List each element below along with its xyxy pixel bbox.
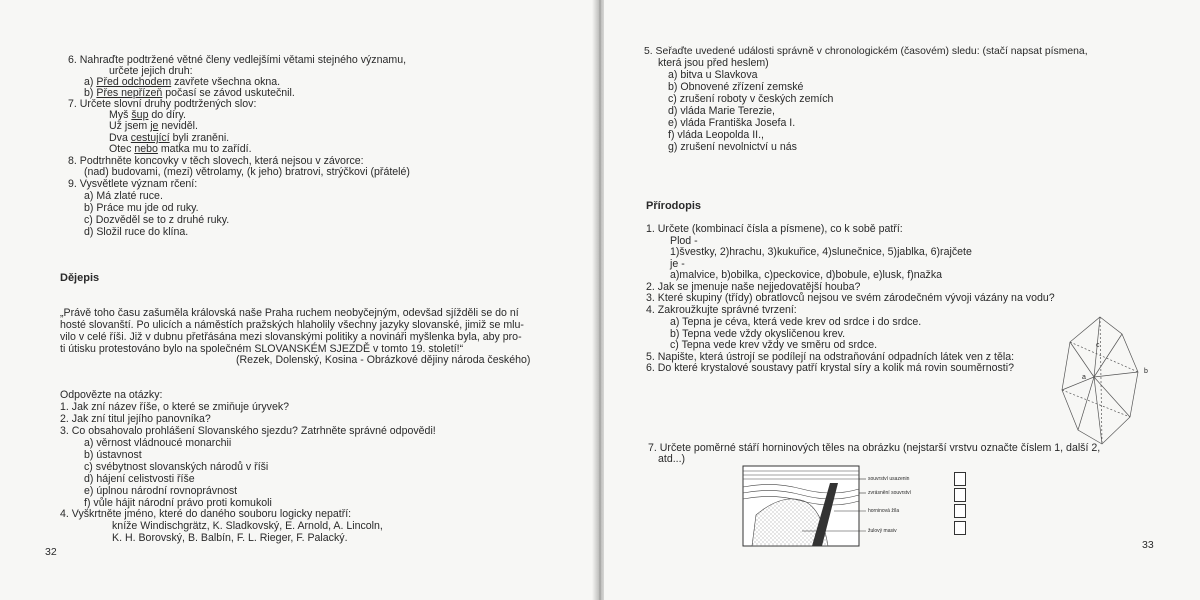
pr-plod: Plod - [670, 235, 698, 247]
pr-q4-a: a) Tepna je céva, která vede krev od srdce i do srdce. [670, 316, 922, 328]
crystal-label-b: b [1144, 368, 1148, 375]
pr-q3: 3. Které skupiny (třídy) obratlovců nejsou ve svém zárodečném vývoji vázány na vodu? [646, 292, 1055, 304]
q9-title: 9. Vysvětlete význam rčení: [68, 178, 198, 190]
q7-line2: Už jsem je neviděl. [109, 120, 198, 132]
q5-item-b: b) Obnovené zřízení zemské [668, 81, 804, 93]
answer-box-2[interactable] [954, 488, 966, 502]
answer-box-3[interactable] [954, 504, 966, 518]
q5-item-e: e) vláda Františka Josefa I. [668, 117, 796, 129]
pr-q4-b: b) Tepna vede vždy okysličenou krev. [670, 328, 846, 340]
q5-item-g: g) zrušení nevolnictví u nás [668, 141, 797, 153]
dejepis-q4-title: 4. Vyškrtněte jméno, které do daného souboru logicky nepatří: [60, 508, 352, 520]
stratum-label-2: zvrásnění souvrství [868, 490, 912, 496]
option-d: d) hájení celistvosti říše [84, 473, 195, 485]
dejepis-heading: Dějepis [60, 272, 100, 284]
q6-line1: 6. Nahraďte podtržené větné členy vedlejšími větami stejného významu, [68, 54, 407, 66]
q5-line2: která jsou před heslem) [658, 57, 769, 69]
pr-q1: 1. Určete (kombinací čísla a písmene), co k sobě patří: [646, 223, 903, 235]
answer-box-4[interactable] [954, 521, 966, 535]
quote-line2: hosté slovanští. Po ulicích a náměstích pražských hlaholily všechny jazyky slovanské, jimiž se mlu- [60, 319, 524, 331]
quote-line4: ti útisku protestováno bylo na společném SLOVANSKÉM SJEZDĚ v tomto 19. století!“ [60, 343, 464, 355]
page-number-right: 33 [1142, 539, 1154, 551]
q8-line: (nad) budovami, (mezi) větrolamy, (k jeho) bratrovi, strýčkovi (přátelé) [84, 166, 410, 178]
dejepis-q2: 2. Jak zní titul jejího panovníka? [60, 413, 211, 425]
page-number-left: 32 [45, 546, 57, 558]
prirodopis-heading: Přírodopis [646, 200, 702, 212]
q9-item-b: b) Práce mu jde od ruky. [84, 202, 199, 214]
left-page [0, 0, 596, 600]
q5-item-a: a) bitva u Slavkova [668, 69, 758, 81]
pr-q2: 2. Jak se jmenuje naše nejjedovatější houba? [646, 281, 861, 293]
pr-q4-c: c) Tepna vede krev vždy ve směru od srdce. [670, 339, 878, 351]
right-page [604, 0, 1200, 600]
q9-item-c: c) Dozvěděl se to z druhé ruky. [84, 214, 230, 226]
option-b: b) ústavnost [84, 449, 142, 461]
q7-title: 7. Určete slovní druhy podtržených slov: [68, 98, 257, 110]
q5-item-f: f) vláda Leopolda II., [668, 129, 764, 141]
pr-q7-line1: 7. Určete poměrné stáří horninových těles na obrázku (nejstarší vrstvu označte číslem 1, další 2, [648, 442, 1101, 454]
pr-q5: 5. Napište, která ústrojí se podílejí na odstraňování odpadních látek ven z těla: [646, 351, 1015, 363]
crystal-label-c: c [1096, 342, 1100, 349]
stratum-label-4: žulový masiv [868, 528, 897, 534]
option-f: f) vůle hájit národní právo proti komukoli [84, 497, 272, 509]
option-a: a) věrnost vládnoucé monarchii [84, 437, 232, 449]
pr-je: je - [670, 258, 685, 270]
option-c: c) svébytnost slovanských národů v říši [84, 461, 269, 473]
pr-q4: 4. Zakroužkujte správné tvrzení: [646, 304, 797, 316]
q6-line2: určete jejich druh: [109, 65, 193, 77]
q5-line1: 5. Seřaďte uvedené události správně v chronologickém (časovém) sledu: (stačí napsat písmena, [644, 46, 1088, 57]
dejepis-q1: 1. Jak zní název říše, o které se zmiňuje úryvek? [60, 401, 290, 413]
crystal-label-a: a [1082, 374, 1086, 381]
q7-line4: Otec nebo matka mu to zařídí. [109, 143, 252, 155]
answer-box-1[interactable] [954, 472, 966, 486]
pr-q7-line2: atd...) [658, 453, 686, 465]
answer-intro: Odpovězte na otázky: [60, 389, 163, 401]
option-e: e) úplnou národní rovnoprávnost [84, 485, 238, 497]
sulfur-crystal-diagram [1050, 312, 1160, 450]
dejepis-q4-line1: kníže Windischgrätz, K. Sladkovský, E. Arnold, A. Lincoln, [112, 520, 383, 532]
q9-item-a: a) Má zlaté ruce. [84, 190, 163, 202]
q7-line3: Dva cestující byli zraněni. [109, 132, 230, 144]
quote-line3: vilo v celé říši. Již v dubnu přetřásána mezi slovanskými politiky a novináři myšlenka byla, aby pro- [60, 331, 522, 343]
pr-q6: 6. Do které krystalové soustavy patří krystal síry a kolik má rovin souměrnosti? [646, 362, 1014, 374]
q5-item-c: c) zrušení roboty v českých zemích [668, 93, 834, 105]
q5-item-d: d) vláda Marie Terezie, [668, 105, 775, 117]
quote-source: (Rezek, Dolenský, Kosina - Obrázkové dějiny národa českého) [236, 354, 531, 366]
dejepis-q3: 3. Co obsahovalo prohlášení Slovanského sjezdu? Zatrhněte správné odpovědi! [60, 425, 436, 437]
dejepis-q4-line2: K. H. Borovský, B. Balbín, F. L. Rieger, F. Palacký. [112, 532, 348, 544]
q6-b: b) Přes nepřízeň počasí se závod uskutečnil. [84, 87, 295, 99]
q7-line1: Myš šup do díry. [109, 109, 186, 121]
pr-plod-items: 1)švestky, 2)hrachu, 3)kukuřice, 4)slunečnice, 5)jablka, 6)rajčete [670, 246, 972, 258]
quote-line1: „Právě toho času zašuměla královská naše Praha ruchem neobyčejným, odevšad sjížděli se do ní [60, 307, 519, 319]
q9-item-d: d) Složil ruce do klína. [84, 226, 189, 238]
stratum-label-1: souvrství usazenin [868, 476, 910, 482]
pr-je-items: a)malvice, b)obilka, c)peckovice, d)bobule, e)lusk, f)nažka [670, 269, 943, 281]
q8-title: 8. Podtrhněte koncovky v těch slovech, která nejsou v závorce: [68, 155, 364, 167]
rock-layers-diagram [742, 465, 874, 549]
stratum-label-3: horninová žíla [868, 508, 900, 514]
q6-a: a) Před odchodem zavřete všechna okna. [84, 76, 281, 88]
